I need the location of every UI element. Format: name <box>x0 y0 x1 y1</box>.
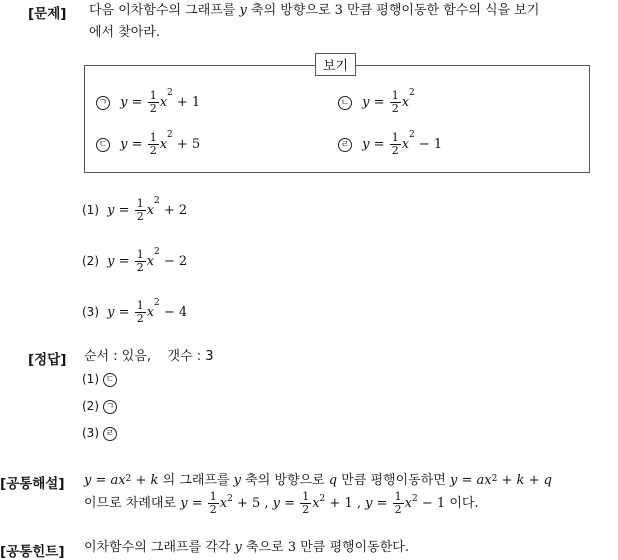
hint-var-y: y <box>234 540 242 555</box>
answer-mark-3: ㄹ <box>103 427 117 441</box>
bogi-formula-1: y = $\frac{1}{2}$ $x^2 + 1$ <box>120 88 201 115</box>
answer-item-2 <box>82 399 123 414</box>
explanation-result-3: y = $\frac{1}{2}$ $x^2 - 1$ <box>365 490 446 516</box>
hint-line <box>84 538 409 558</box>
bogi-mark-1: ㄱ <box>96 96 110 110</box>
explanation-line-1 <box>84 471 552 491</box>
subquestion-label-3: (3) <box>82 305 99 319</box>
explanation-result-1: y = $\frac{1}{2}$ $x^2 + 5$ <box>180 490 261 516</box>
answer-tag: [정답] <box>28 352 67 368</box>
subquestion-1 <box>82 198 187 223</box>
explanation-text-2: 축의 방향으로 <box>245 473 325 488</box>
hint-text-post: 축으로 3 만큼 평행이동한다. <box>241 540 409 555</box>
bogi-mark-2: ㄴ <box>338 96 352 110</box>
subquestion-formula-2: y = $\frac{1}{2}$ $x^2 - 2$ <box>107 247 188 274</box>
answer-label-1: (1) <box>82 372 99 386</box>
problem-text-pre: 다음 이차함수의 그래프를 <box>89 3 240 18</box>
explanation-tag: [공통해설] <box>0 476 65 492</box>
answer-item-3 <box>82 426 123 441</box>
problem-line-1 <box>89 1 539 21</box>
answer-label-2: (2) <box>82 399 99 413</box>
hint-text-pre: 이차함수의 그래프를 각각 <box>84 540 235 555</box>
problem-tag: [문제] <box>28 6 67 22</box>
answer-item-1 <box>82 372 123 387</box>
answer-mark-2: ㄱ <box>103 400 117 414</box>
problem-line-2: 에서 찾아라. <box>89 25 161 40</box>
bogi-title: 보기 <box>315 53 356 76</box>
explanation-var-q: q <box>328 473 338 488</box>
subquestion-3 <box>82 300 187 325</box>
explanation-result-2: y = $\frac{1}{2}$ $x^2 + 1$ <box>272 490 353 516</box>
problem-text-post: 축의 방향으로 3 만큼 평행이동한 함수의 식을 보기 <box>246 3 540 18</box>
explanation-formula-shifted: $y = ax^2 + k + q$ <box>450 473 552 488</box>
bogi-item-4 <box>338 132 442 157</box>
explanation-formula-general: $y = ax^2 + k$ <box>84 473 159 488</box>
subquestion-formula-1: y = $\frac{1}{2}$ $x^2 + 2$ <box>107 196 188 223</box>
bogi-formula-4: y = $\frac{1}{2}$ $x^2 - 1$ <box>362 130 443 157</box>
bogi-item-2 <box>338 90 415 115</box>
subquestion-label-2: (2) <box>82 254 99 268</box>
answer-summary: 순서 : 있음, 갯수 : 3 <box>84 349 214 364</box>
bogi-item-3 <box>96 132 200 157</box>
explanation-text-1: 의 그래프를 <box>162 473 230 488</box>
explanation-text-5: 이다. <box>449 496 479 511</box>
answer-mark-1: ㄷ <box>103 373 117 387</box>
hint-tag: [공통힌트] <box>0 544 65 560</box>
bogi-formula-3: y = $\frac{1}{2}$ $x^2 + 5$ <box>120 130 201 157</box>
subquestion-formula-3: y = $\frac{1}{2}$ $x^2 - 4$ <box>107 298 188 325</box>
explanation-text-3: 만큼 평행이동하면 <box>341 473 446 488</box>
bogi-mark-3: ㄷ <box>96 138 110 152</box>
explanation-var-y: y <box>233 473 242 488</box>
answer-label-3: (3) <box>82 426 99 440</box>
subquestion-label-1: (1) <box>82 203 99 217</box>
bogi-item-1 <box>96 90 200 115</box>
explanation-line-2: 이므로 차례대로 y = $\frac{1}{2}$ $x^2 + 5$ , y = $\frac{1}{2}$ $x^2 + 1$ , y = $\frac{1}{2}$ $x^2 - 1$ 이다. <box>84 490 479 516</box>
problem-var-y: y <box>239 3 247 18</box>
bogi-mark-4: ㄹ <box>338 138 352 152</box>
bogi-formula-2: y = $\frac{1}{2}$ $x^2$ <box>362 88 415 115</box>
subquestion-2 <box>82 249 187 274</box>
explanation-text-4: 이므로 차례대로 <box>84 496 177 511</box>
